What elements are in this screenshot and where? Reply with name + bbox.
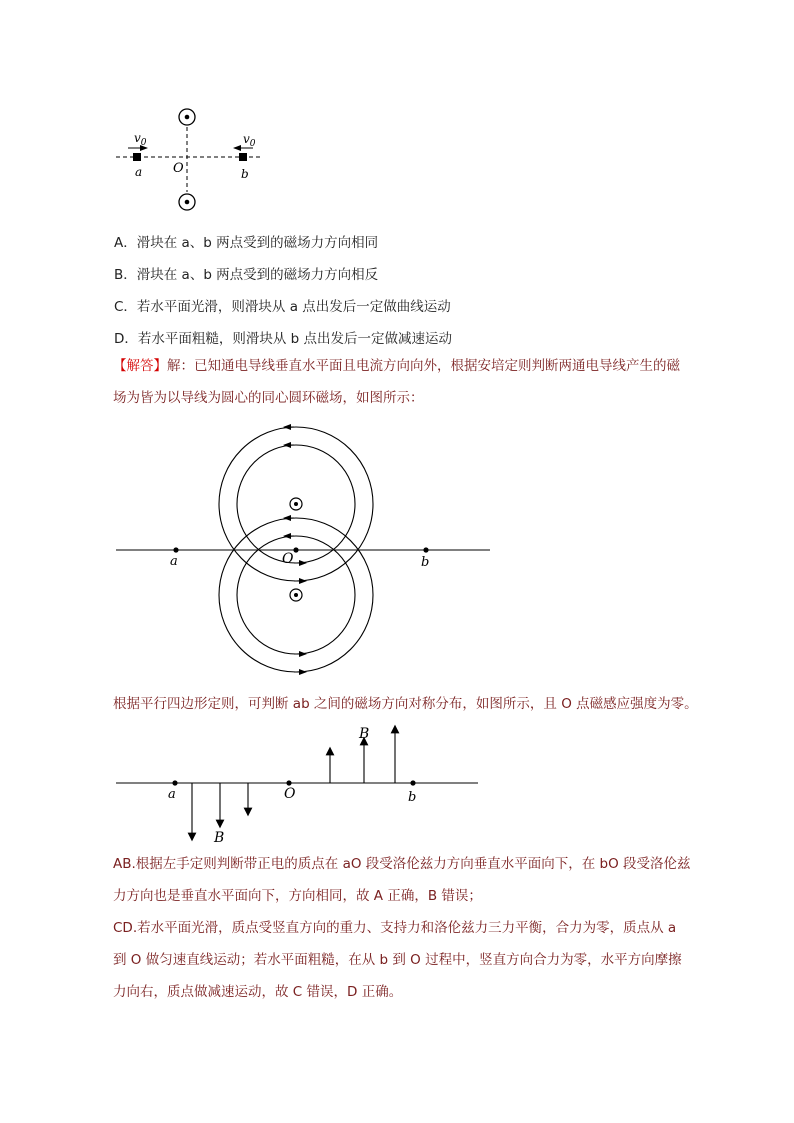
ab-line2: 力方向也是垂直水平面向下，方向相同，故 A 正确，B 错误； <box>113 888 482 904</box>
label-b: b <box>421 555 430 570</box>
wire-bottom-icon <box>290 589 302 601</box>
option-c: C．若水平面光滑，则滑块从 a 点出发后一定做曲线运动 <box>114 299 451 315</box>
label-b: b <box>241 167 249 181</box>
field-circles-figure <box>110 415 500 685</box>
label-b-field-bottom: B <box>214 830 225 846</box>
wire-top-icon <box>179 109 195 125</box>
solution-tag: 【解答】 <box>113 358 167 374</box>
ab-line1: AB.根据左手定则判断带正电的质点在 aO 段受洛伦兹力方向垂直水平面向下，在 bO 段受洛伦兹 <box>113 856 691 872</box>
point-b <box>423 547 428 552</box>
point-o <box>286 780 291 785</box>
point-o <box>293 547 298 552</box>
label-v0-left: $v_0$ <box>134 131 147 148</box>
slider-a <box>133 153 141 161</box>
option-b: B．滑块在 a、b 两点受到的磁场力方向相反 <box>114 267 379 283</box>
label-o: O <box>282 551 294 567</box>
point-a <box>173 547 178 552</box>
field-vectors-figure <box>110 722 490 847</box>
solution-intro <box>113 350 713 414</box>
cd-line1: CD.若水平面光滑，质点受竖直方向的重力、支持力和洛伦兹力三力平衡，合力为零，质点从 a <box>113 920 677 936</box>
label-a: a <box>168 787 176 802</box>
option-d: D．若水平面粗糙，则滑块从 b 点出发后一定做减速运动 <box>114 331 453 347</box>
option-a: A．滑块在 a、b 两点受到的磁场力方向相同 <box>114 235 379 251</box>
point-b <box>410 780 415 785</box>
solution-intro-line1: 解：已知通电导线垂直水平面且电流方向向外，根据安培定则判断两通电导线产生的磁 <box>167 358 680 374</box>
label-b-field-top: B <box>359 726 370 742</box>
label-v0-right: $v_0$ <box>243 132 256 149</box>
cd-line2: 到 O 做匀速直线运动；若水平面粗糙，在从 b 到 O 过程中，竖直方向合力为零，水平方向摩擦 <box>113 952 682 968</box>
label-a: a <box>170 554 178 569</box>
wire-top-icon <box>290 498 302 510</box>
label-a: a <box>135 165 143 179</box>
label-o: O <box>284 786 296 802</box>
solution-intro-line2: 场为皆为以导线为圆心的同心圆环磁场，如图所示： <box>113 390 424 406</box>
label-b: b <box>408 790 417 805</box>
point-a <box>172 780 177 785</box>
parallelogram-text: 根据平行四边形定则，可判断 ab 之间的磁场方向对称分布，如图所示，且 O 点磁感应强度为零。 <box>113 696 698 712</box>
slider-b <box>239 153 247 161</box>
wire-bottom-icon <box>179 194 195 210</box>
cd-line3: 力向右，质点做减速运动，故 C 错误，D 正确。 <box>113 984 403 1000</box>
label-o: O <box>173 161 184 176</box>
explanation <box>113 848 713 1008</box>
downward-b-vectors <box>192 783 248 837</box>
problem-figure <box>110 100 270 215</box>
